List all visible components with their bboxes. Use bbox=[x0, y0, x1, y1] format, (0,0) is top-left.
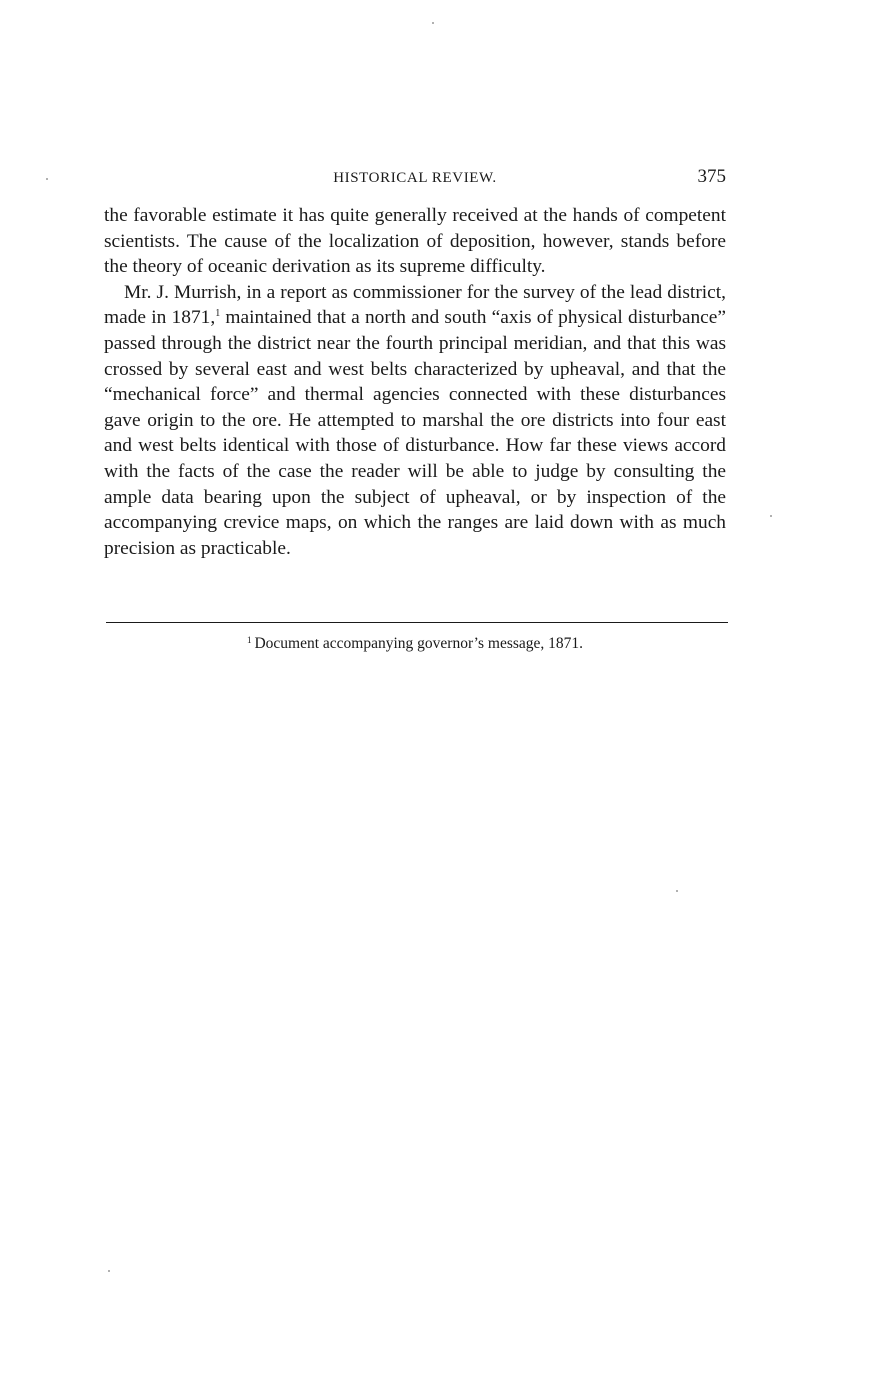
footnote-reference: 1 bbox=[215, 308, 221, 320]
running-title: HISTORICAL REVIEW. bbox=[333, 170, 497, 186]
paper-speck bbox=[108, 1270, 110, 1272]
paragraph-text-after-note: maintained that a north and south “axis of physical disturbance” passed through the district near the fourth principal meridian, and that this was crossed by several east and west belts characterized by upheaval, and that the “mechanical force” and thermal agencies connected with these disturbances gave origin to the ore. He attempted to marshal the ore districts into four east and west belts identical with those of disturbance. How far these views accord with the facts of the case the reader will be able to judge by consulting the ample data bearing upon the subject of upheaval, or by inspection of the accompanying crevice maps, on which the ranges are laid down with as much precision as practicable. bbox=[104, 307, 726, 559]
paragraph-continued: the favorable estimate it has quite generally received at the hands of competent scientists. The cause of the localization of deposition, however, stands before the theory of oceanic derivation as its supreme difficulty. bbox=[104, 205, 726, 278]
paragraph-murrish bbox=[104, 280, 726, 562]
footnote bbox=[104, 634, 726, 654]
paper-speck bbox=[770, 515, 772, 517]
body-text bbox=[104, 203, 726, 561]
page-number: 375 bbox=[697, 166, 726, 187]
footnote-marker: 1 bbox=[246, 635, 252, 645]
footnote-rule bbox=[106, 622, 728, 623]
paper-speck bbox=[46, 178, 48, 180]
footnote-text: Document accompanying governor’s message, 1871. bbox=[254, 635, 584, 652]
paper-speck bbox=[676, 890, 678, 892]
paragraph-text-before-note: Mr. J. Murrish, in a report as commissioner for the survey of the lead district, made in 1871, bbox=[104, 281, 726, 329]
paper-speck bbox=[432, 22, 434, 24]
running-head bbox=[104, 166, 726, 192]
